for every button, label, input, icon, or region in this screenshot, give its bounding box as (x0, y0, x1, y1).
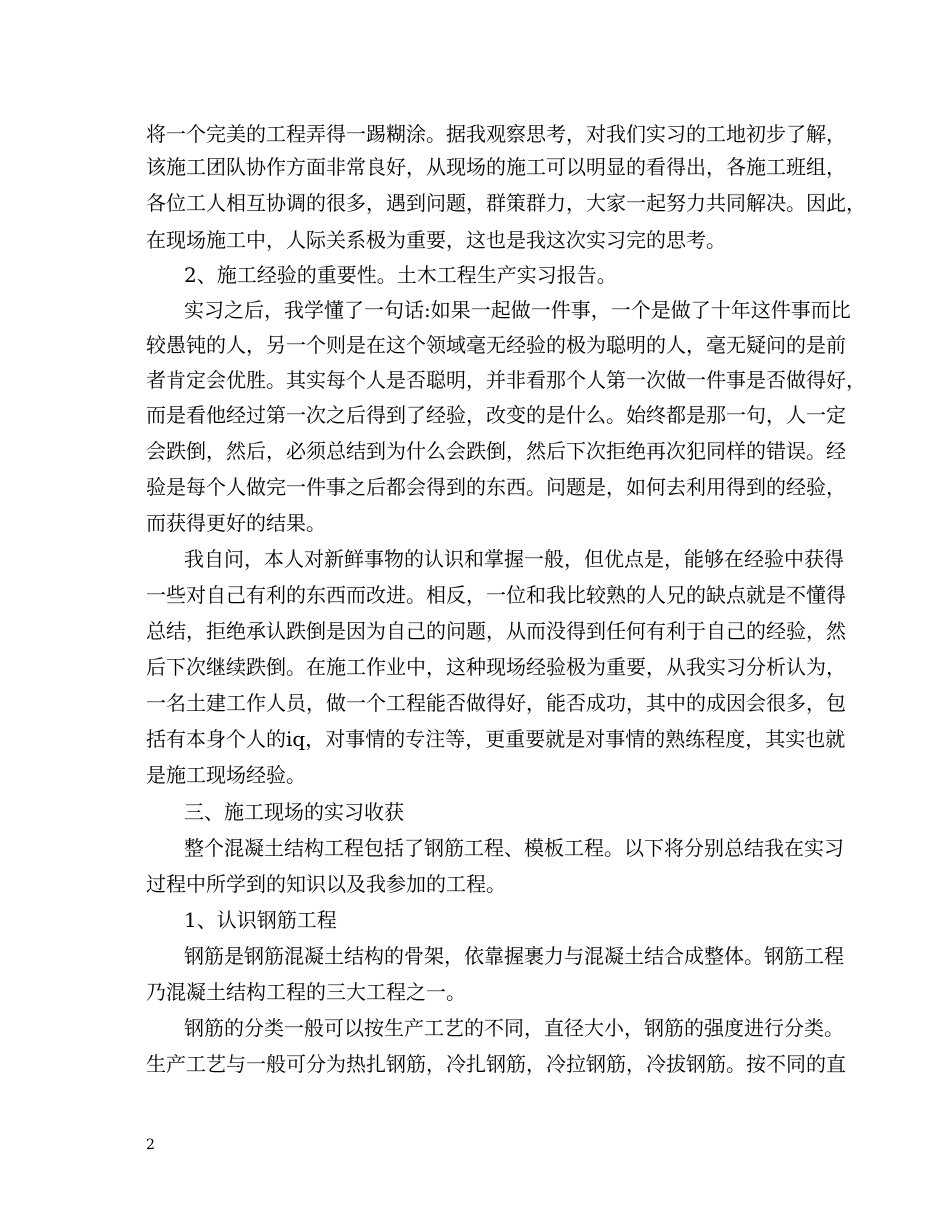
text-line: 整个混凝土结构工程包括了钢筋工程、模板工程。以下将分别总结我在实习 (184, 836, 844, 860)
text-line: 验是每个人做完一件事之后都会得到的东西。问题是，如何去利用得到的经验， (146, 475, 846, 499)
text-line: 乃混凝土结构工程的三大工程之一。 (146, 980, 466, 1004)
text-line: 实习之后，我学懂了一句话:如果一起做一件事，一个是做了十年这件事而比 (184, 298, 851, 322)
text-line: 后下次继续跌倒。在施工作业中，这种现场经验极为重要，从我实习分析认为， (146, 655, 846, 679)
text-line: 钢筋是钢筋混凝土结构的骨架，依靠握裹力与混凝土结合成整体。钢筋工程 (184, 944, 844, 968)
text-line: 较愚钝的人，另一个则是在这个领域毫无经验的极为聪明的人，毫无疑问的是前 (146, 333, 846, 357)
section-heading: 1、认识钢筋工程 (184, 908, 337, 932)
text-line: 在现场施工中，人际关系极为重要，这也是我这次实习完的思考。 (146, 228, 726, 252)
text-line: 我自问，本人对新鲜事物的认识和掌握一般，但优点是，能够在经验中获得 (184, 547, 844, 571)
section-heading: 2、施工经验的重要性。土木工程生产实习报告。 (184, 263, 617, 287)
text-line: 者肯定会优胜。其实每个人是否聪明，并非看那个人第一次做一件事是否做得好， (146, 368, 866, 392)
text-line: 将一个完美的工程弄得一踢糊涂。据我观察思考，对我们实习的工地初步了解， (146, 122, 846, 146)
text-line: 生产工艺与一般可分为热扎钢筋，冷扎钢筋，冷拉钢筋，冷拔钢筋。按不同的直 (146, 1052, 846, 1076)
text-line: 过程中所学到的知识以及我参加的工程。 (146, 872, 506, 896)
text-line: 总结，拒绝承认跌倒是因为自己的问题，从而没得到任何有利于自己的经验，然 (146, 619, 846, 643)
text-line: 钢筋的分类一般可以按生产工艺的不同，直径大小，钢筋的强度进行分类。 (184, 1016, 844, 1040)
section-heading: 三、施工现场的实习收获 (184, 800, 404, 824)
text-line: 一名土建工作人员，做一个工程能否做得好，能否成功，其中的成因会很多，包 (146, 691, 846, 715)
text-line: 该施工团队协作方面非常良好，从现场的施工可以明显的看得出，各施工班组， (146, 155, 846, 179)
text-line: 括有本身个人的iq，对事情的专注等，更重要就是对事情的熟练程度，其实也就 (146, 727, 846, 751)
text-line: 会跌倒，然后，必须总结到为什么会跌倒，然后下次拒绝再次犯同样的错误。经 (146, 439, 846, 463)
text-line: 而获得更好的结果。 (146, 511, 326, 535)
text-line: 一些对自己有利的东西而改进。相反，一位和我比较熟的人兄的缺点就是不懂得 (146, 583, 846, 607)
text-line: 而是看他经过第一次之后得到了经验，改变的是什么。始终都是那一句，人一定 (146, 403, 846, 427)
text-line: 是施工现场经验。 (146, 763, 306, 787)
page-number: 2 (146, 1137, 155, 1153)
text-line: 各位工人相互协调的很多，遇到问题，群策群力，大家一起努力共同解决。因此， (146, 191, 866, 215)
